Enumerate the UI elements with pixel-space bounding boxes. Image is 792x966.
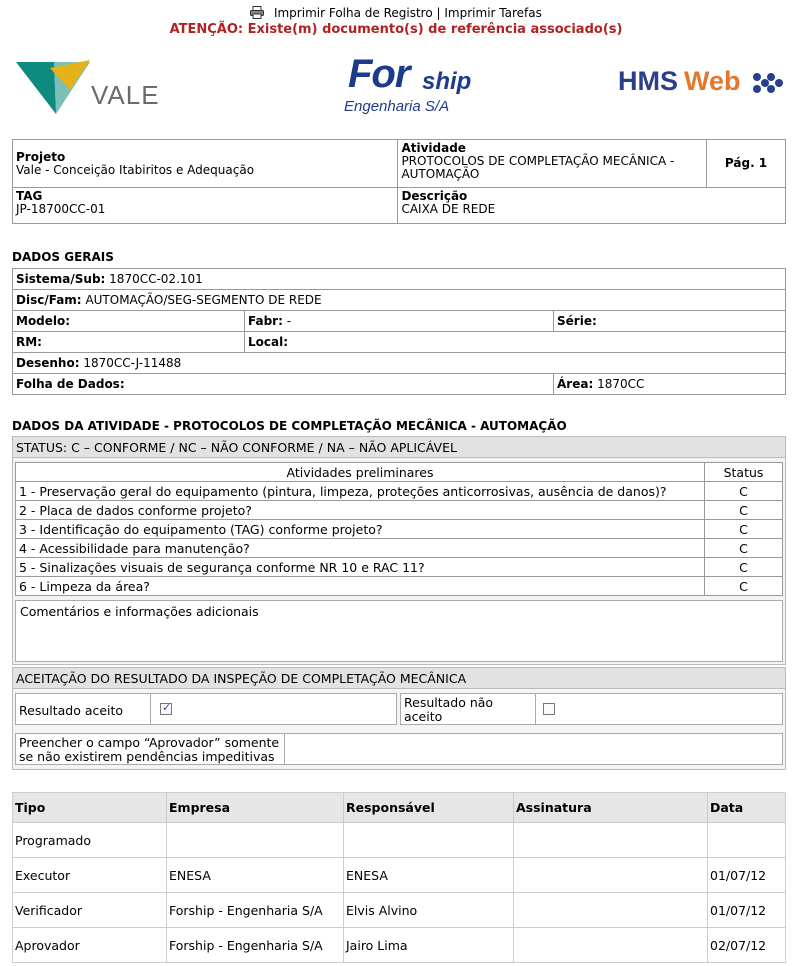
projeto-label: Projeto (16, 149, 66, 164)
aceitacao-title-bar: ACEITAÇÃO DO RESULTADO DA INSPEÇÃO DE COMPLETAÇÃO MECÂNICA (12, 667, 786, 689)
table-row (13, 823, 786, 858)
fabr-cell (245, 311, 554, 332)
activity-status: C (705, 539, 783, 558)
forship-logo-ship: ship (422, 68, 472, 95)
sig-assinatura (514, 823, 708, 858)
rm-cell (13, 332, 245, 353)
header-table (12, 139, 786, 224)
table-row (16, 577, 783, 596)
comentarios-textarea[interactable] (15, 600, 783, 662)
sistema-row (13, 269, 786, 290)
activity-status: C (705, 501, 783, 520)
link-separator: | (436, 6, 441, 20)
activity-text: 6 - Limpeza da área? (16, 577, 705, 596)
desenho-row (13, 353, 786, 374)
col-empresa: Empresa (167, 793, 344, 823)
desenho-value: 1870CC-J-11488 (83, 356, 182, 370)
aprovador-note-box (15, 733, 783, 765)
projeto-value: Vale - Conceição Itabiritos e Adequação (16, 162, 255, 177)
forship-logo-for: For (348, 52, 410, 96)
activity-text: 2 - Placa de dados conforme projeto? (16, 501, 705, 520)
area-label: Área: (557, 377, 594, 391)
tag-value: JP-18700CC-01 (16, 202, 106, 216)
printer-icon[interactable] (250, 6, 264, 22)
area-value: 1870CC (597, 377, 645, 391)
table-row (16, 501, 783, 520)
folha-label: Folha de Dados: (16, 377, 125, 391)
serie-cell (554, 311, 786, 332)
activity-text: 5 - Sinalizações visuais de segurança conforme NR 10 e RAC 11? (16, 558, 705, 577)
descricao-value: CAIXA DE REDE (401, 202, 496, 216)
col-assinatura: Assinatura (514, 793, 708, 823)
activity-text: 4 - Acessibilidade para manutenção? (16, 539, 705, 558)
col-tipo: Tipo (13, 793, 167, 823)
sig-empresa: ENESA (167, 858, 344, 893)
fabr-label: Fabr: (248, 314, 283, 328)
table-row (16, 539, 783, 558)
col-status-header: Status (705, 463, 783, 482)
desenho-label: Desenho: (16, 356, 80, 370)
sig-responsavel: ENESA (344, 858, 514, 893)
sig-data: 02/07/12 (708, 928, 786, 963)
activity-status: C (705, 482, 783, 501)
descricao-label: Descrição (401, 189, 468, 203)
activity-status: C (705, 520, 783, 539)
hmsweb-logo (618, 66, 788, 100)
col-responsavel: Responsável (344, 793, 514, 823)
forship-logo-subtitle: Engenharia S/A (344, 98, 450, 115)
projeto-cell (13, 140, 398, 188)
activity-text: 3 - Identificação do equipamento (TAG) conforme projeto? (16, 520, 705, 539)
table-row (16, 558, 783, 577)
sig-responsavel: Elvis Alvino (344, 893, 514, 928)
hmsweb-logo-hms: HMS (618, 66, 678, 96)
activity-text: 1 - Preservação geral do equipamento (pintura, limpeza, proteções anticorrosivas, ausência de danos)? (16, 482, 705, 501)
resultado-nao-aceito-box (400, 693, 783, 725)
status-legend-bar: STATUS: C – CONFORME / NC – NÃO CONFORME / NA – NÃO APLICÁVEL (12, 436, 786, 458)
local-cell (245, 332, 786, 353)
comentarios-label: Comentários e informações adicionais (20, 604, 259, 619)
local-label: Local: (248, 335, 289, 349)
fabr-value: - (286, 314, 292, 328)
sig-empresa: Forship - Engenharia S/A (167, 893, 344, 928)
sig-empresa: Forship - Engenharia S/A (167, 928, 344, 963)
hmsweb-arrows-icon (752, 69, 786, 97)
table-row (16, 520, 783, 539)
atividade-cell (398, 140, 707, 188)
folha-cell (13, 374, 554, 395)
disc-value: AUTOMAÇÃO/SEG-SEGMENTO DE REDE (85, 293, 322, 307)
serie-label: Série: (557, 314, 597, 328)
sig-assinatura (514, 928, 708, 963)
rm-label: RM: (16, 335, 42, 349)
vale-logo-text: VALE (91, 80, 160, 110)
sig-data: 01/07/12 (708, 893, 786, 928)
aprovador-note-2: se não existirem pendências impeditivas (19, 749, 275, 764)
dados-gerais-title: DADOS GERAIS (12, 250, 114, 264)
forship-logo (342, 52, 492, 118)
tag-cell (13, 188, 398, 224)
resultado-aceito-label: Resultado aceito (19, 703, 124, 718)
table-row (13, 928, 786, 963)
aprovador-note-1: Preencher o campo “Aprovador” somente (19, 735, 280, 750)
aceitacao-panel (12, 689, 786, 770)
area-cell (554, 374, 786, 395)
atividade-value: PROTOCOLOS DE COMPLETAÇÃO MECÂNICA - AUTOMAÇÃO (401, 154, 675, 181)
activity-status: C (705, 558, 783, 577)
reference-warning: ATENÇÃO: Existe(m) documento(s) de referência associado(s) (169, 22, 623, 37)
table-row (16, 482, 783, 501)
descricao-cell (398, 188, 786, 224)
print-tasks-link[interactable]: Imprimir Tarefas (444, 6, 542, 20)
resultado-aceito-box (15, 693, 397, 725)
sig-tipo: Verificador (13, 893, 167, 928)
activities-panel (12, 458, 786, 665)
sistema-value: 1870CC-02.101 (109, 272, 203, 286)
print-links-bar (0, 6, 792, 22)
table-row (13, 893, 786, 928)
dados-gerais-table (12, 268, 786, 395)
print-record-link[interactable]: Imprimir Folha de Registro (273, 6, 433, 20)
table-row (13, 858, 786, 893)
disc-label: Disc/Fam: (16, 293, 82, 307)
resultado-aceito-checkbox[interactable] (160, 703, 172, 715)
sig-data (708, 823, 786, 858)
atividade-label: Atividade (401, 141, 466, 155)
dados-atividade-title: DADOS DA ATIVIDADE - PROTOCOLOS DE COMPLETAÇÃO MECÂNICA - AUTOMAÇÃO (12, 419, 567, 433)
sig-data: 01/07/12 (708, 858, 786, 893)
sig-empresa (167, 823, 344, 858)
disc-row (13, 290, 786, 311)
modelo-cell (13, 311, 245, 332)
activity-status: C (705, 577, 783, 596)
sig-tipo: Aprovador (13, 928, 167, 963)
sig-tipo: Executor (13, 858, 167, 893)
sig-responsavel: Jairo Lima (344, 928, 514, 963)
modelo-label: Modelo: (16, 314, 71, 328)
sig-tipo: Programado (13, 823, 167, 858)
vale-logo (14, 58, 164, 116)
col-atividades-header: Atividades preliminares (16, 463, 705, 482)
sig-assinatura (514, 858, 708, 893)
resultado-nao-aceito-label-2: aceito (404, 709, 443, 724)
page-number: Pág. 1 (707, 140, 786, 188)
col-data: Data (708, 793, 786, 823)
signatures-table (12, 792, 786, 963)
sistema-label: Sistema/Sub: (16, 272, 106, 286)
hmsweb-logo-web: Web (684, 66, 741, 96)
resultado-nao-aceito-checkbox[interactable] (543, 703, 555, 715)
activities-table (15, 462, 783, 596)
sig-assinatura (514, 893, 708, 928)
tag-label: TAG (16, 189, 43, 203)
sig-responsavel (344, 823, 514, 858)
resultado-nao-aceito-label-1: Resultado não (404, 695, 494, 710)
